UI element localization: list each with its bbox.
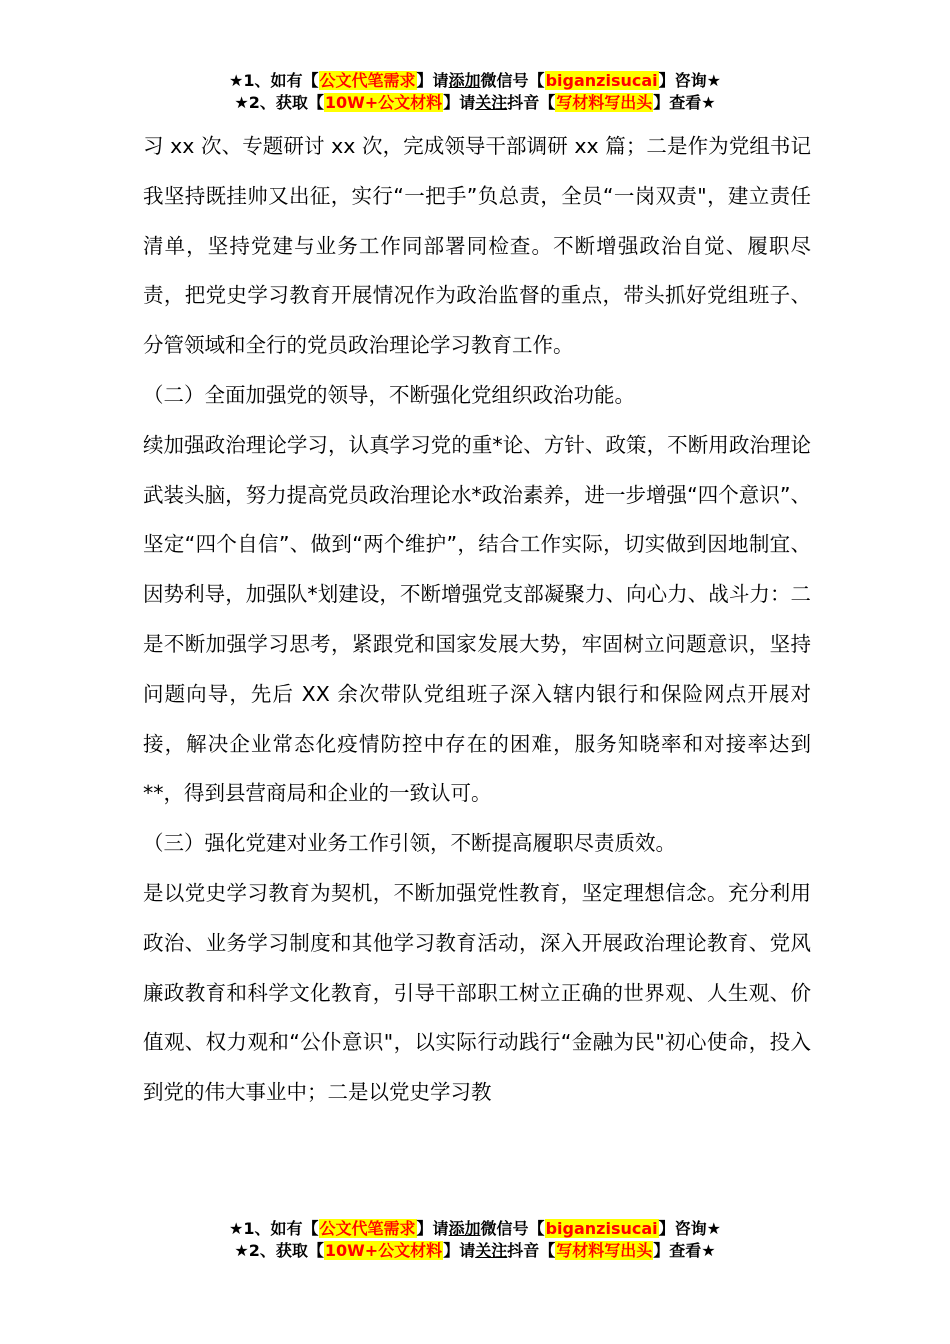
promo-line-1: ★1、如有【公文代笔需求】请添加微信号【biganzisucai】咨询★ bbox=[229, 1219, 721, 1238]
promo-highlight-douyin: 写材料写出头 bbox=[556, 1241, 653, 1260]
bottom-promo-banner bbox=[0, 1218, 950, 1262]
section-heading: （三）强化党建对业务工作引领，不断提高履职尽责质效。 bbox=[143, 831, 676, 856]
promo-highlight-wechat: biganzisucai bbox=[545, 71, 658, 90]
promo-highlight-service: 公文代笔需求 bbox=[319, 1219, 416, 1238]
promo-line-2: ★2、获取【10W+公文材料】请关注抖音【写材料写出头】查看★ bbox=[234, 93, 716, 112]
promo-highlight-douyin: 写材料写出头 bbox=[556, 93, 653, 112]
promo-highlight-service: 公文代笔需求 bbox=[319, 71, 416, 90]
promo-highlight-wechat: biganzisucai bbox=[545, 1219, 658, 1238]
promo-highlight-materials: 10W+公文材料 bbox=[324, 93, 443, 112]
promo-highlight-materials: 10W+公文材料 bbox=[324, 1241, 443, 1260]
paragraph: 习 xx 次、专题研讨 xx 次，完成领导干部调研 xx 篇；二是作为党组书记我坚持既挂帅又出征，实行“一把手”负总责，全员“一岗双责"，建立责任清单，坚持党建与业务工作同部署同检查。不断增强政治自觉、履职尽责，把党史学习教育开展情况作为政治监督的重点，带头抓好党组班子、分管领域和全行的党员政治理论学习教育工作。 bbox=[143, 134, 811, 358]
top-promo-banner bbox=[0, 70, 950, 114]
paragraph: 续加强政治理论学习，认真学习党的重*论、方针、政策，不断用政治理论武装头脑，努力提高党员政治理论水*政治素养，进一步增强“四个意识”、坚定“四个自信”、做到“两个维护”，结合工作实际，切实做到因地制宜、因势利导，加强队*划建设，不断增强党支部凝聚力、向心力、战斗力：二是不断加强学习思考，紧跟党和国家发展大势，牢固树立问题意识，坚持问题向导，先后 XX 余次带队党组班子深入辖内银行和保险网点开展对接，解决企业常态化疫情防控中存在的困难，服务知晓率和对接率达到**，得到县营商局和企业的一致认可。 bbox=[143, 432, 811, 806]
paragraph: 是以党史学习教育为契机，不断加强党性教育，坚定理想信念。充分利用政治、业务学习制度和其他学习教育活动，深入开展政治理论教育、党风廉政教育和科学文化教育，引导干部职工树立正确的世界观、人生观、价值观、权力观和“公仆意识"，以实际行动践行“金融为民"初心使命，投入到党的伟大事业中；二是以党史学习教 bbox=[143, 880, 811, 1105]
section-heading: （二）全面加强党的领导，不断强化党组织政治功能。 bbox=[143, 382, 635, 407]
document-body bbox=[143, 122, 811, 1118]
promo-line-1: ★1、如有【公文代笔需求】请添加微信号【biganzisucai】咨询★ bbox=[229, 71, 721, 90]
promo-line-2: ★2、获取【10W+公文材料】请关注抖音【写材料写出头】查看★ bbox=[234, 1241, 716, 1260]
